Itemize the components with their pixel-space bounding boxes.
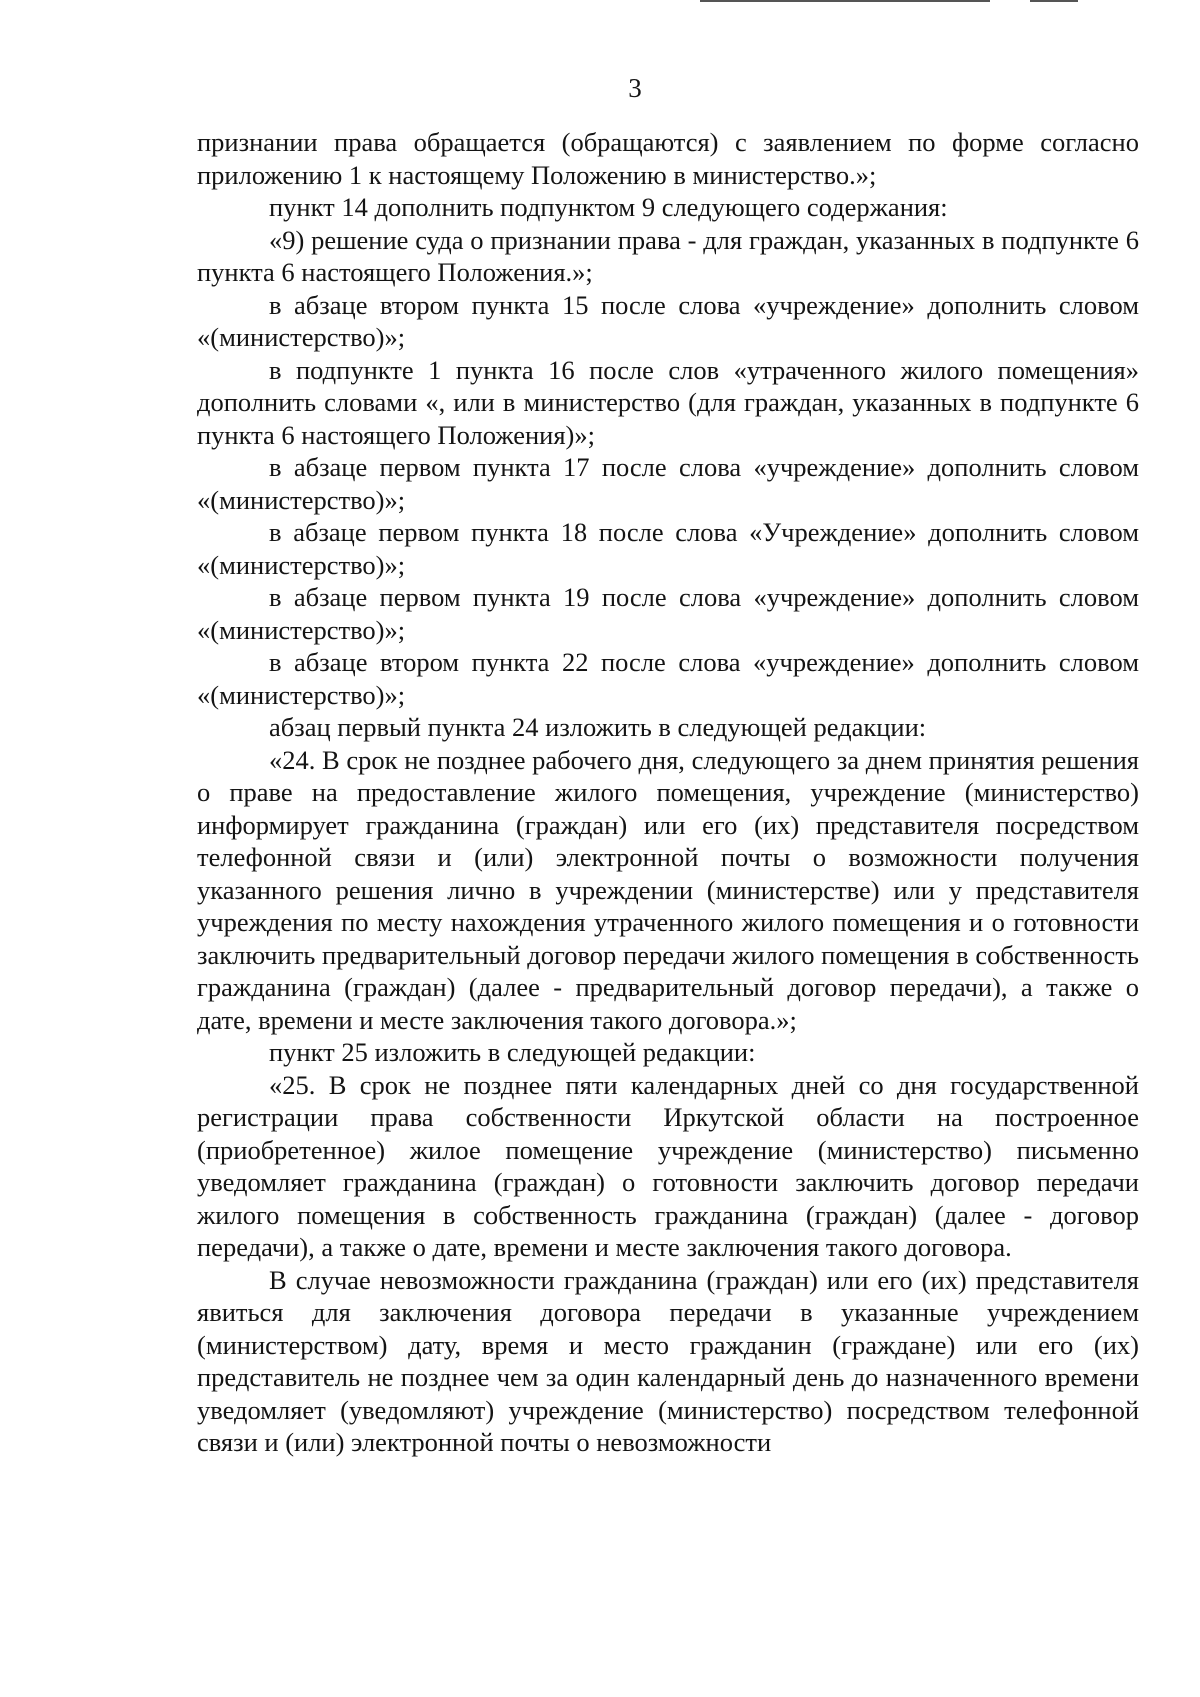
page-number: 3 <box>628 73 642 103</box>
paragraph: в абзаце первом пункта 19 после слова «учреждение» дополнить словом «(министерство)»; <box>197 582 1139 645</box>
paragraph: признании права обращается (обращаются) с заявлением по форме согласно приложению 1 к настоящему Положению в министерство.»; <box>197 127 1139 190</box>
paragraph: В случае невозможности гражданина (граждан) или его (их) представителя явиться для заключения договора передачи в указанные учреждением (министерством) дату, время и место гражданин (граждане) или его (их) представитель не позднее чем за один календарный день до назначенного времени уведомляет (уведомляют) учреждение (министерство) посредством телефонной связи и (или) электронной почты о невозможности <box>197 1264 1139 1457</box>
paragraph: пункт 14 дополнить подпунктом 9 следующего содержания: <box>269 192 948 222</box>
paragraph: в подпункте 1 пункта 16 после слов «утраченного жилого помещения» дополнить словами «, или в министерство (для граждан, указанных в подпункте 6 пункта 6 настоящего Положения)»; <box>197 354 1139 450</box>
paragraph: «25. В срок не позднее пяти календарных дней со дня государственной регистрации права собственности Иркутской области на построенное (приобретенное) жилое помещение учреждение (министерство) письменно уведомляет гражданина (граждан) о готовности заключить договор передачи жилого помещения в собственность гражданина (граждан) (далее - договор передачи), а также о дате, времени и месте заключения такого договора. <box>197 1069 1139 1262</box>
paragraph: в абзаце первом пункта 18 после слова «Учреждение» дополнить словом «(министерство)»; <box>197 517 1139 580</box>
paragraph: в абзаце втором пункта 15 после слова «учреждение» дополнить словом «(министерство)»; <box>197 289 1139 352</box>
paragraph: абзац первый пункта 24 изложить в следующей редакции: <box>269 712 927 742</box>
paragraph: в абзаце первом пункта 17 после слова «учреждение» дополнить словом «(министерство)»; <box>197 452 1139 515</box>
paragraph: «9) решение суда о признании права - для граждан, указанных в подпункте 6 пункта 6 настоящего Положения.»; <box>197 224 1139 287</box>
paragraph: в абзаце втором пункта 22 после слова «учреждение» дополнить словом «(министерство)»; <box>197 647 1139 710</box>
document-body <box>197 126 1139 1459</box>
paragraph: «24. В срок не позднее рабочего дня, следующего за днем принятия решения о праве на предоставление жилого помещения, учреждение (министерство) информирует гражданина (граждан) или его (их) представителя посредством телефонной связи и (или) электронной почты о возможности получения указанного решения лично в учреждении (министерстве) или у представителя учреждения по месту нахождения утраченного жилого помещения и о готовности заключить предварительный договор передачи жилого помещения в собственность гражданина (граждан) (далее - предварительный договор передачи), а также о дате, времени и месте заключения такого договора.»; <box>197 744 1139 1035</box>
paragraph: пункт 25 изложить в следующей редакции: <box>269 1037 756 1067</box>
scan-edge-line <box>700 0 990 2</box>
scan-edge-line <box>1030 0 1078 2</box>
